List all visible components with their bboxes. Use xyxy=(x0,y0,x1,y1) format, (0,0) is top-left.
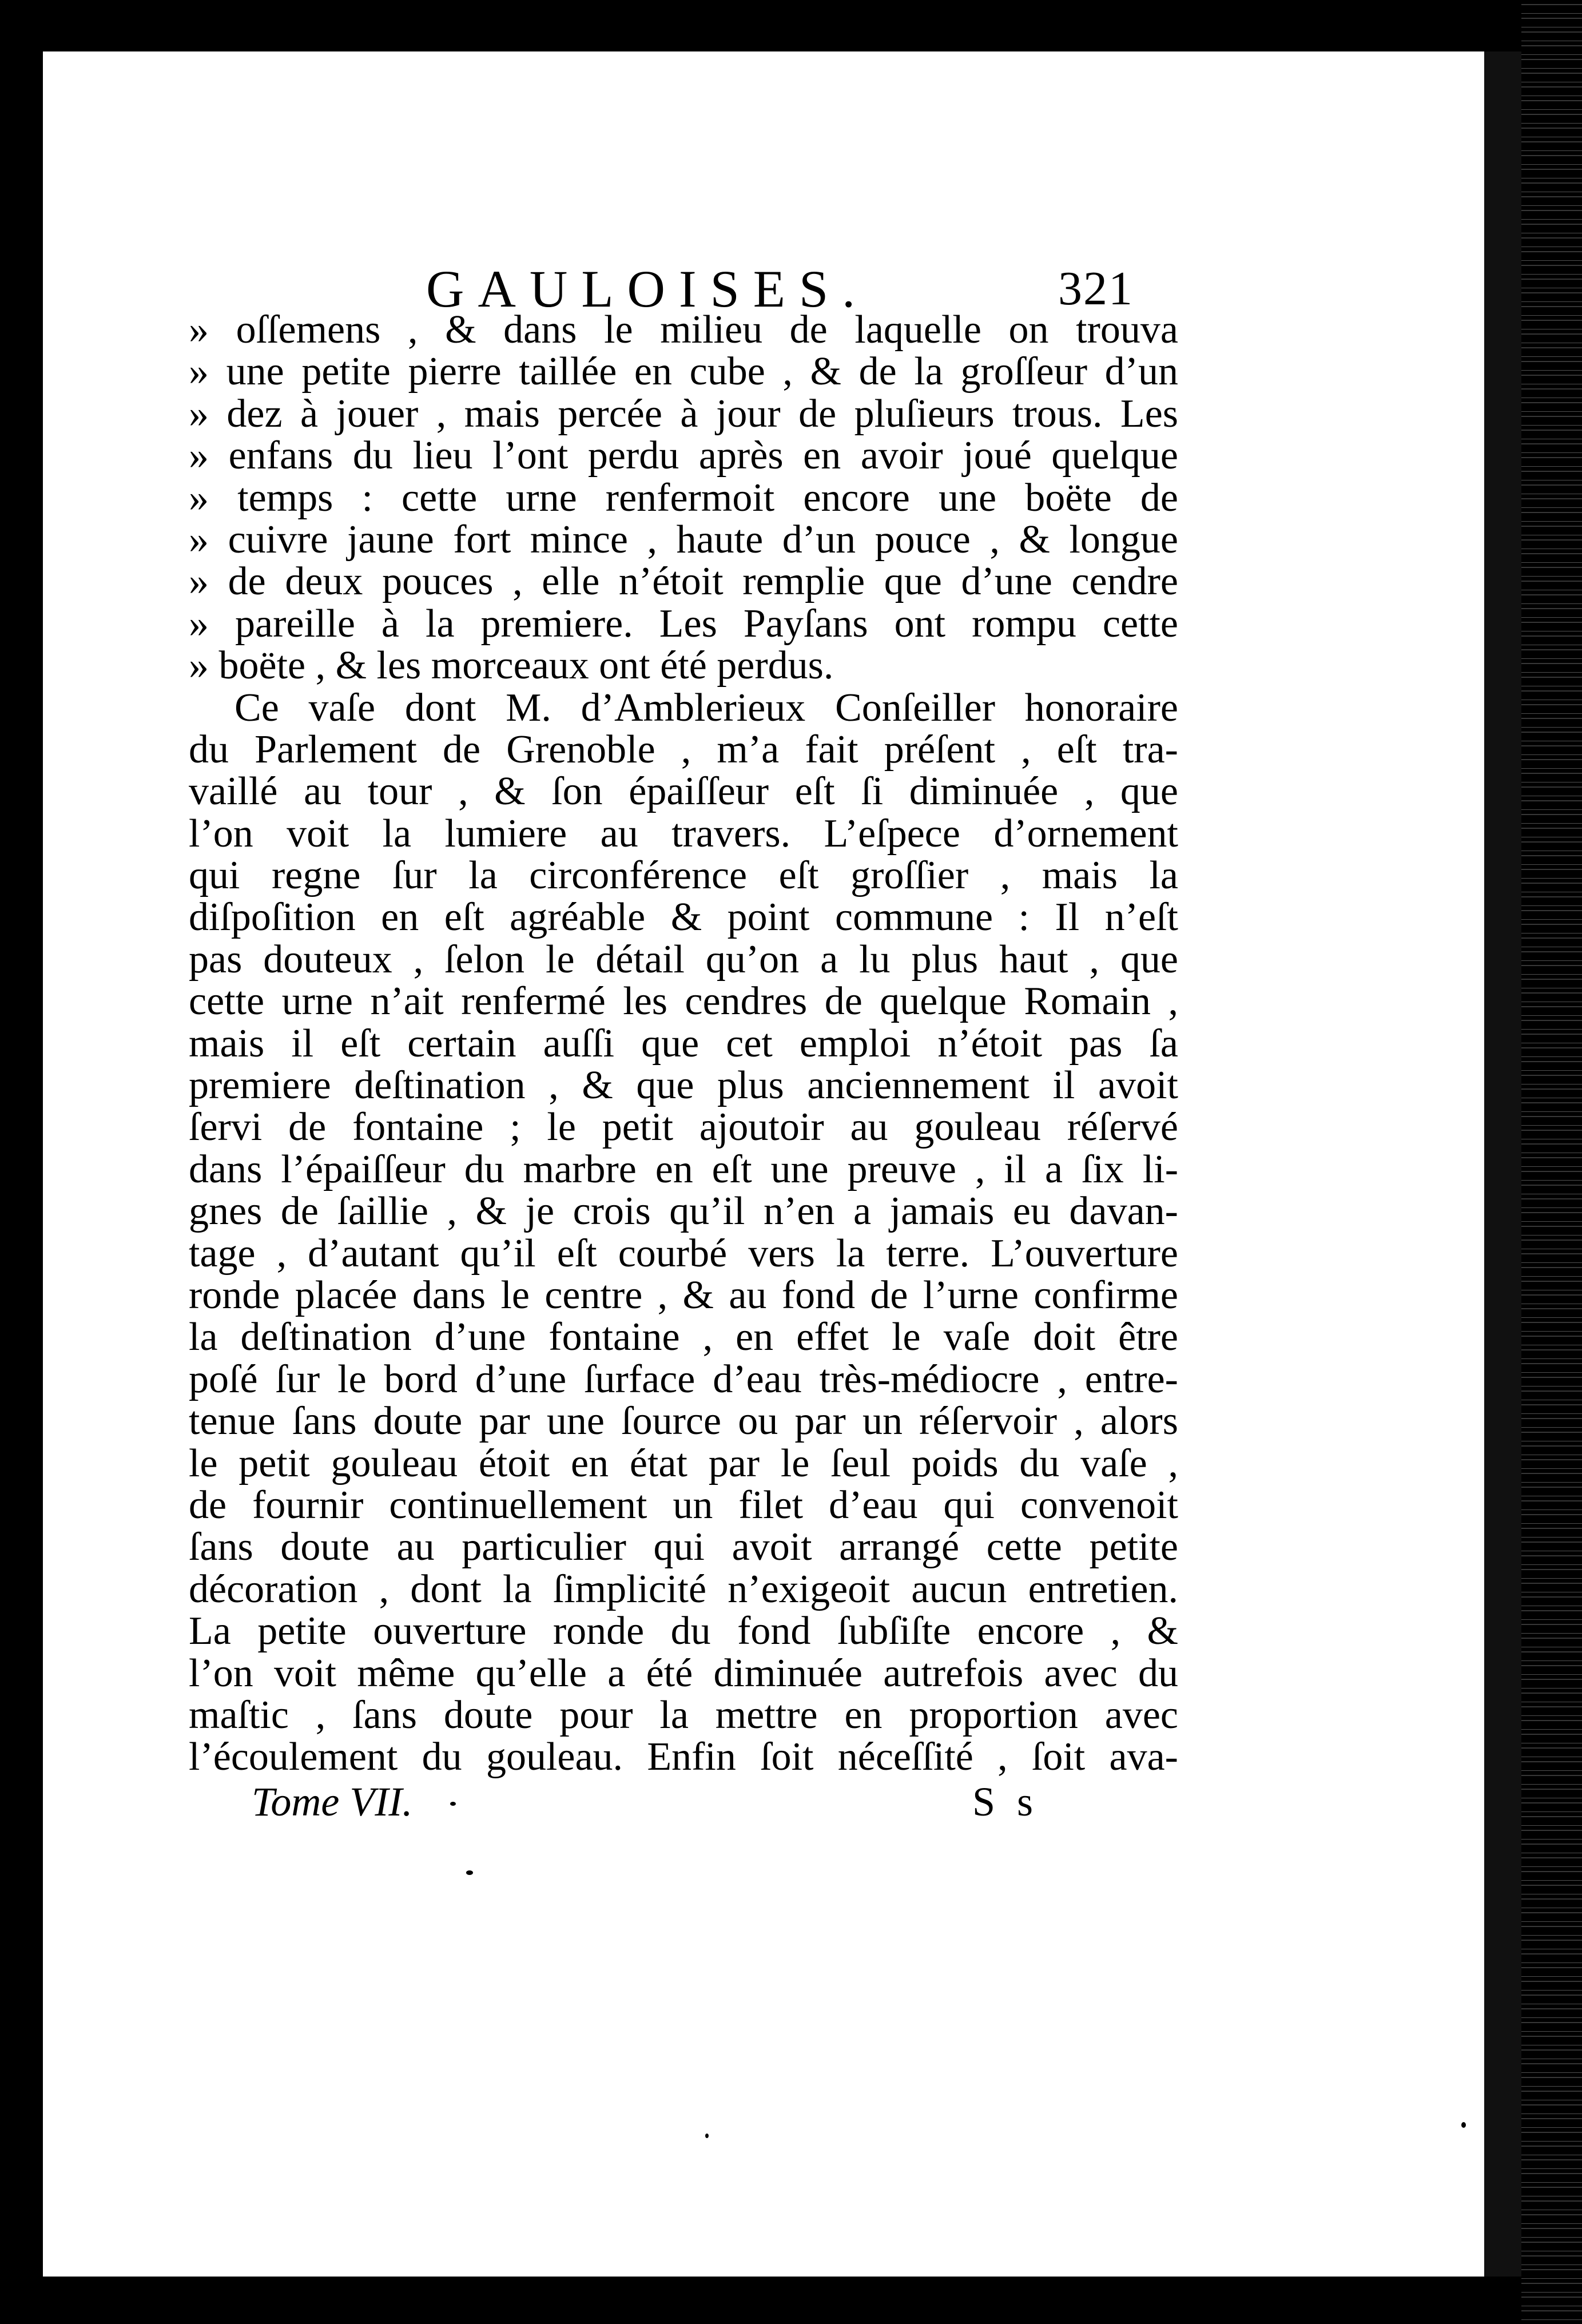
text-line: l’on voit même qu’elle a été diminuée autrefois avec du xyxy=(189,1651,1178,1695)
book-page xyxy=(43,51,1484,2277)
text-line: » dez à jouer , mais percée à jour de pluſieurs trous. Les xyxy=(189,391,1178,436)
text-line: poſé ſur le bord d’une ſurface d’eau très-médiocre , entre- xyxy=(189,1357,1178,1401)
text-line: » oſſemens , & dans le milieu de laquelle on trouva xyxy=(189,308,1178,352)
text-line: ſervi de fontaine ; le petit ajoutoir au gouleau réſervé xyxy=(189,1105,1178,1150)
page-number: 321 xyxy=(1058,262,1134,315)
text-line: le petit gouleau étoit en état par le ſeul poids du vaſe , xyxy=(189,1441,1178,1485)
text-line: l’écoulement du gouleau. Enfin ſoit néceſſité , ſoit ava- xyxy=(189,1735,1178,1779)
body-text xyxy=(189,309,1178,1778)
ink-speck xyxy=(466,1870,473,1875)
text-line: qui regne ſur la circonférence eſt groſſier , mais la xyxy=(189,853,1178,898)
text-line: » cuivre jaune fort mince , haute d’un pouce , & longue xyxy=(189,517,1178,562)
text-line: dans l’épaiſſeur du marbre en eſt une preuve , il a ſix li- xyxy=(189,1147,1178,1191)
binding-shadow xyxy=(1484,51,1521,2277)
text-line: gnes de ſaillie , & je crois qu’il n’en a jamais eu davan- xyxy=(189,1189,1178,1234)
text-line: pas douteux , ſelon le détail qu’on a lu plus haut , que xyxy=(189,937,1178,982)
binding-edge xyxy=(1521,0,1582,2324)
text-line: tage , d’autant qu’il eſt courbé vers la terre. L’ouverture xyxy=(189,1231,1178,1276)
paragraph-start-line: Ce vaſe dont M. d’Amblerieux Conſeiller honoraire xyxy=(234,685,1178,730)
text-line: l’on voit la lumiere au travers. L’eſpece d’ornement xyxy=(189,811,1178,856)
running-head-title: GAULOISES. xyxy=(426,260,869,318)
text-line: » pareille à la premiere. Les Payſans ont rompu cette xyxy=(189,601,1178,646)
text-line: » temps : cette urne renfermoit encore une boëte de xyxy=(189,475,1178,520)
text-line: » de deux pouces , elle n’étoit remplie que d’une cendre xyxy=(189,559,1178,604)
volume-mark: Tome VII. xyxy=(252,1779,413,1825)
text-line: » une petite pierre taillée en cube , & de la groſſeur d’un xyxy=(189,349,1178,394)
text-line: vaillé au tour , & ſon épaiſſeur eſt ſi diminuée , que xyxy=(189,769,1178,814)
text-line: cette urne n’ait renfermé les cendres de quelque Romain , xyxy=(189,979,1178,1024)
text-line: ſans doute au particulier qui avoit arrangé cette petite xyxy=(189,1525,1178,1570)
text-line: maſtic , ſans doute pour la mettre en proportion avec xyxy=(189,1693,1178,1737)
text-line: La petite ouverture ronde du fond ſubſiſte encore , & xyxy=(189,1609,1178,1654)
text-line: tenue ſans doute par une ſource ou par un réſervoir , alors xyxy=(189,1399,1178,1444)
footer xyxy=(43,1773,1484,1830)
ink-speck xyxy=(450,1802,456,1806)
signature-mark: S s xyxy=(972,1779,1039,1825)
ink-speck xyxy=(1461,2122,1466,2128)
text-line: décoration , dont la ſimplicité n’exigeoit aucun entretien. xyxy=(189,1567,1178,1611)
text-line: diſpoſition en eſt agréable & point commune : Il n’eſt xyxy=(189,895,1178,940)
ink-speck xyxy=(705,2134,709,2138)
text-line: du Parlement de Grenoble , m’a fait préſent , eſt tra- xyxy=(189,727,1178,772)
text-line: ronde placée dans le centre , & au fond de l’urne confirme xyxy=(189,1273,1178,1317)
text-line: » boëte , & les morceaux ont été perdus. xyxy=(189,643,834,688)
text-line: la deſtination d’une fontaine , en effet le vaſe doit être xyxy=(189,1315,1178,1360)
text-line: de fournir continuellement un filet d’eau qui convenoit xyxy=(189,1483,1178,1527)
text-line: mais il eſt certain auſſi que cet emploi n’étoit pas ſa xyxy=(189,1021,1178,1066)
text-line: premiere deſtination , & que plus anciennement il avoit xyxy=(189,1063,1178,1108)
text-line: » enfans du lieu l’ont perdu après en avoir joué quelque xyxy=(189,434,1178,478)
